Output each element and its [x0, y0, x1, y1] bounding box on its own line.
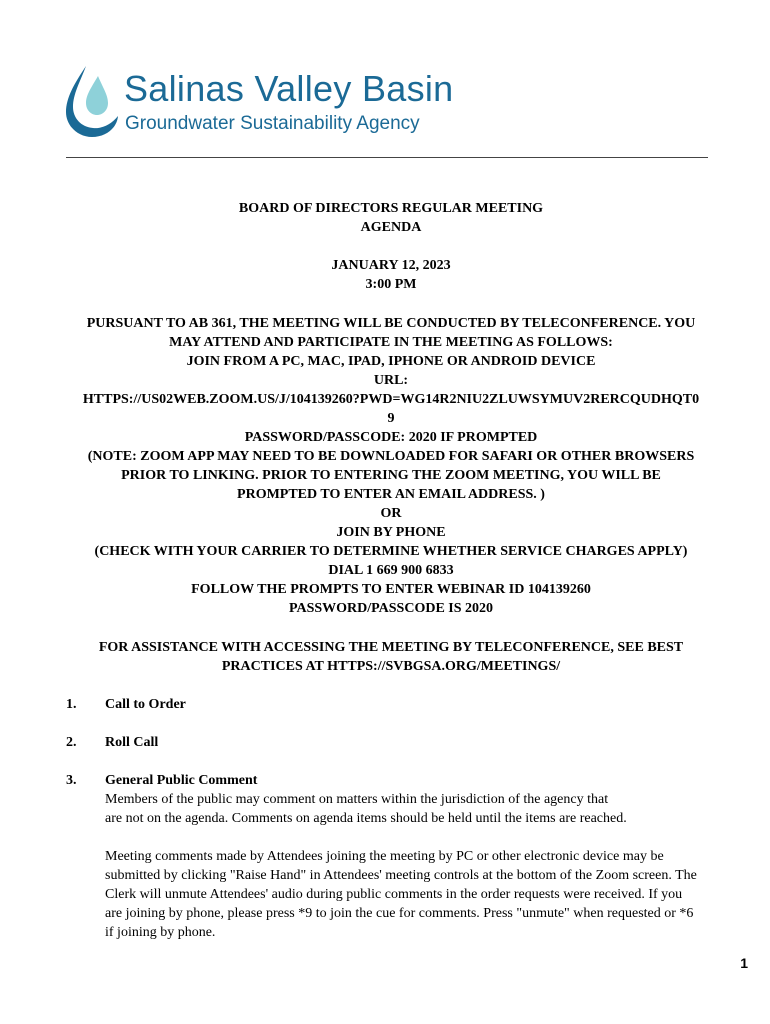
paragraph-line: Members of the public may comment on matters within the jurisdiction of the agency that	[105, 792, 609, 807]
zoom-url-link-continued[interactable]: 9	[387, 411, 395, 426]
paragraph-line: are not on the agenda. Comments on agenda items should be held until the items are reached.	[105, 811, 627, 826]
assistance-notice	[50, 638, 732, 676]
paragraph-line: if joining by phone.	[105, 925, 216, 940]
teleconference-line: JOIN FROM A PC, MAC, IPAD, IPHONE OR ANDROID DEVICE	[186, 354, 596, 369]
teleconference-line: PASSWORD/PASSCODE IS 2020	[288, 601, 494, 616]
paragraph-line: are joining by phone, please press *9 to join the cue for comments. Press "unmute" when requested or *6	[105, 906, 694, 921]
paragraph-line: Clerk will unmute Attendees' audio during public comments in the order requests were received. If you	[105, 887, 683, 902]
logo-subtitle: Groundwater Sustainability Agency	[125, 113, 420, 134]
meeting-time: 3:00 PM	[365, 277, 417, 292]
agenda-item-title: Roll Call	[105, 735, 159, 750]
teleconference-line: PURSUANT TO AB 361, THE MEETING WILL BE CONDUCTED BY TELECONFERENCE. YOU	[86, 316, 696, 331]
header-divider	[66, 157, 708, 158]
agenda-item-number: 2.	[66, 735, 77, 750]
teleconference-line: URL:	[373, 373, 409, 388]
zoom-url-link[interactable]: HTTPS://US02WEB.ZOOM.US/J/104139260?PWD=WG14R2NIU2ZLUWSYMUV2RERCQUDHQT0	[82, 392, 700, 407]
page-number: 1	[740, 955, 748, 971]
meeting-title: BOARD OF DIRECTORS REGULAR MEETING	[238, 201, 544, 216]
agenda-item-number: 1.	[66, 697, 77, 712]
teleconference-line: MAY ATTEND AND PARTICIPATE IN THE MEETING AS FOLLOWS:	[169, 335, 613, 350]
teleconference-line: PRIOR TO LINKING. PRIOR TO ENTERING THE ZOOM MEETING, YOU WILL BE	[121, 468, 661, 483]
assistance-line: FOR ASSISTANCE WITH ACCESSING THE MEETING BY TELECONFERENCE, SEE BEST	[98, 640, 684, 655]
paragraph-line: Meeting comments made by Attendees joining the meeting by PC or other electronic device may be	[105, 849, 664, 864]
agency-logo	[64, 62, 454, 142]
teleconference-line: (NOTE: ZOOM APP MAY NEED TO BE DOWNLOADED FOR SAFARI OR OTHER BROWSERS	[87, 449, 695, 464]
teleconference-instructions	[50, 314, 732, 618]
water-drop-icon	[64, 62, 120, 140]
public-comment-paragraph-2	[105, 847, 725, 942]
teleconference-line: (CHECK WITH YOUR CARRIER TO DETERMINE WHETHER SERVICE CHARGES APPLY)	[94, 544, 688, 559]
public-comment-paragraph-1	[105, 790, 725, 828]
teleconference-line: DIAL 1 669 900 6833	[328, 563, 454, 578]
teleconference-line: OR	[380, 506, 402, 521]
paragraph-line: submitted by clicking "Raise Hand" in Attendees' meeting controls at the bottom of the Zoom screen. The	[105, 868, 697, 883]
meeting-subtitle: AGENDA	[360, 220, 422, 235]
teleconference-line: PROMPTED TO ENTER AN EMAIL ADDRESS. )	[237, 487, 545, 502]
assistance-line: PRACTICES AT HTTPS://SVBGSA.ORG/MEETINGS/	[221, 659, 561, 674]
meeting-header	[50, 199, 732, 294]
agenda-item-title: General Public Comment	[105, 773, 258, 788]
meeting-date: JANUARY 12, 2023	[331, 258, 451, 273]
logo-title: Salinas Valley Basin	[124, 68, 454, 109]
teleconference-line: FOLLOW THE PROMPTS TO ENTER WEBINAR ID 104139260	[191, 582, 591, 597]
agenda-item-title: Call to Order	[105, 697, 186, 712]
teleconference-line: PASSWORD/PASSCODE: 2020 IF PROMPTED	[244, 430, 538, 445]
agenda-item-number: 3.	[66, 773, 77, 788]
teleconference-line: JOIN BY PHONE	[336, 525, 446, 540]
